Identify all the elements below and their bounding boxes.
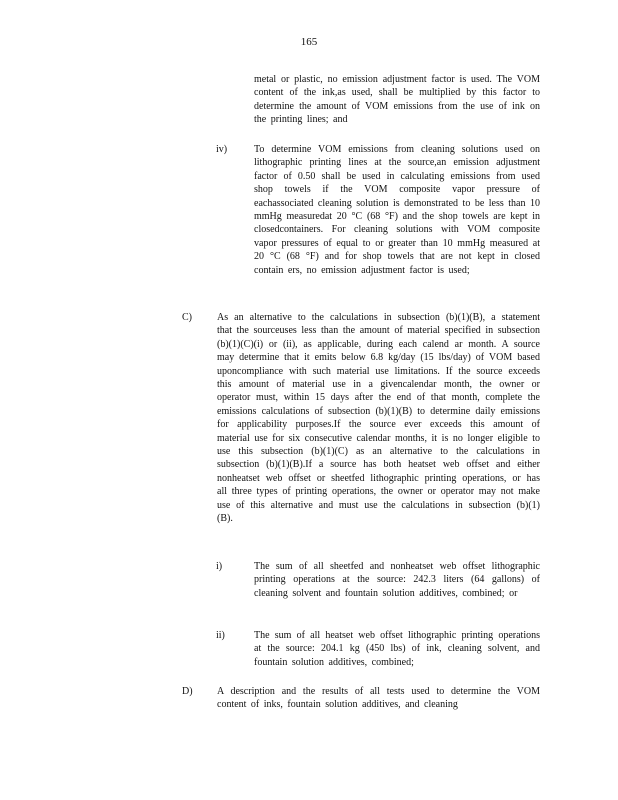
item-iv-text: To determine VOM emissions from cleaning solutions used on lithographic printing lines at the source,an emission adjustment factor of 0.50 shall be used in calculating emissions from used shop towels if the VOM composite vapor pressure of eachassociated cleaning solution is demonstrated to be less than 10 mmHg measuredat 20 °C (68 °F) and the shop towels are kept in closedcontainers. For cleaning solutions with VOM composite vapor pressures of equal to or greater than 10 mmHg measured at 20 °C (68 °F) and for shop towels that are not kept in closed contain ers, no emission adjustment factor is used; bbox=[254, 144, 540, 276]
item-c-ii-marker: ii) bbox=[216, 630, 225, 641]
item-c-text: As an alternative to the calculations in subsection (b)(1)(B), a statement that the sourceuses less than the amount of material specified in subsection (b)(1)(C)(i) or (ii), as applicable, during each calend ar month. A source may determine that it emits below 6.8 kg/day (15 lbs/day) of VOM based uponcompliance with such material use limitations. If the source exceeds this amount of material use in a givencalendar month, the owner or operator must, within 15 days after the end of that month, complete the emissions calculations of subsection (b)(1)(B) to determine daily emissions for applicability purposes.If the source ever exceeds this amount of material use for six consecutive calendar months, it is no longer eligible to use this subsection (b)(1)(C) as an alternative to the calculations in subsection (b)(1)(B).If a source has both heatset web offset and either nonheatset web offset or sheetfed lithographic printing operations, or has all three types of printing operations, the owner or operator may not make use of this alternative and must use the calculations in subsection (b)(1)(B). bbox=[217, 312, 540, 525]
page-number: 165 bbox=[300, 36, 318, 48]
item-iv-marker: iv) bbox=[216, 144, 228, 155]
item-c-i-text: The sum of all sheetfed and nonheatset web offset lithographic printing operations at the source: 242.3 liters (64 gallons) of cleaning solvent and fountain solution additives, combined; or bbox=[254, 561, 540, 599]
item-c-i-marker: i) bbox=[216, 561, 223, 572]
item-d-text: A description and the results of all tests used to determine the VOM content of inks, fountain solution additives, and cleaning bbox=[217, 686, 540, 711]
continued-paragraph: metal or plastic, no emission adjustment factor is used. The VOM content of the ink,as used, shall be multiplied by this factor to determine the amount of VOM emissions from the use of ink on the printing lines; and bbox=[254, 74, 540, 126]
item-c-ii-text: The sum of all heatset web offset lithographic printing operations at the source: 204.1 kg (450 lbs) of ink, cleaning solvent, and fountain solution additives, combined; bbox=[254, 630, 540, 668]
item-d-marker: D) bbox=[182, 686, 193, 697]
item-c-marker: C) bbox=[182, 312, 192, 323]
